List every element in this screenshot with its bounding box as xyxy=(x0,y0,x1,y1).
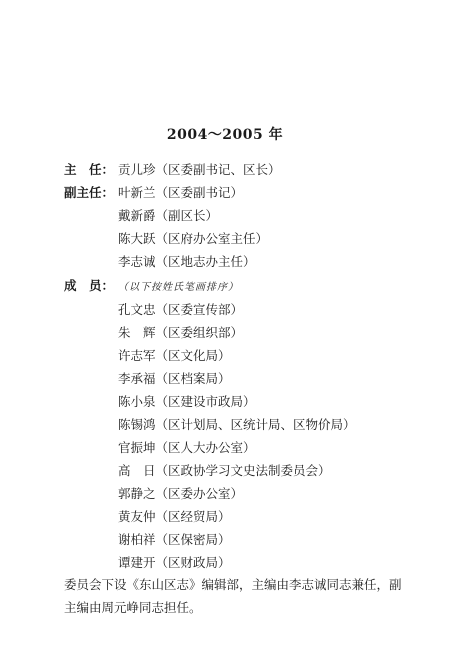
members-label: 成 员： xyxy=(64,278,115,293)
director-label: 主 任： xyxy=(64,162,115,177)
deputy-entry: 李志诚（区地志办主任） xyxy=(118,254,256,269)
member-entry: 孔文忠（区委宣传部） xyxy=(118,302,244,317)
deputy-entry: 叶新兰（区委副书记） xyxy=(118,185,244,200)
director-entry: 贡儿珍（区委副书记、区长） xyxy=(118,162,281,177)
member-entry: 谢柏祥（区保密局） xyxy=(118,532,231,547)
member-entry: 郭静之（区委办公室） xyxy=(118,486,244,501)
footer-paragraph: 委员会下设《东山区志》编辑部，主编由李志诚同志兼任，副主编由周元峥同志担任。 xyxy=(64,577,402,615)
member-entry: 朱 辉（区委组织部） xyxy=(118,325,244,340)
member-entry: 李承福（区档案局） xyxy=(118,371,231,386)
deputy-entry: 陈大跃（区府办公室主任） xyxy=(118,231,269,246)
member-entry: 黄友仲（区经贸局） xyxy=(118,509,231,524)
member-entry: 许志军（区文化局） xyxy=(118,348,231,363)
member-entry: 谭建开（区财政局） xyxy=(118,555,231,570)
deputy-entry: 戴新爵（副区长） xyxy=(118,208,219,223)
member-entry: 陈小泉（区建设市政局） xyxy=(118,394,256,409)
page-title: 2004～2005 年 xyxy=(166,127,284,143)
member-entry: 陈锡鸿（区计划局、区统计局、区物价局） xyxy=(118,417,356,432)
members-sort-note: （以下按姓氏笔画排序） xyxy=(118,282,239,293)
member-entry: 官振坤（区人大办公室） xyxy=(118,440,256,455)
deputies-label: 副主任： xyxy=(64,185,115,200)
member-entry: 高 日（区政协学习文史法制委员会） xyxy=(118,463,331,478)
